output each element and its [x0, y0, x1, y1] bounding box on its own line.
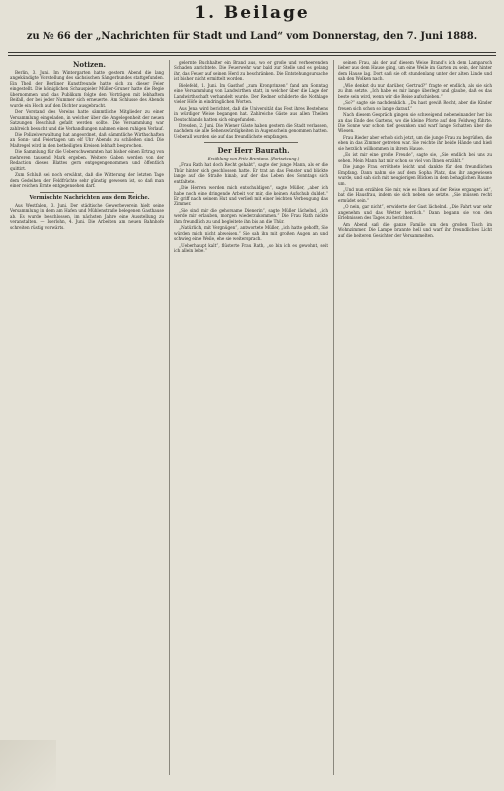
- article-paragraph: gelernte Buchhalter ein Brand aus, wo er große und verheerenden Schaden anrichtete. Die Feuerwehr war bald zur Stelle und es gelang ihr, das Feuer auf seinen Herd zu beschränken. Die Entstehungsursache ist bisher nicht ermittelt worden.: [174, 60, 328, 82]
- column-divider: [169, 60, 170, 775]
- column-3: [338, 60, 492, 778]
- section-separator: [40, 192, 134, 193]
- story-heading: Der Herr Baurath.: [217, 145, 290, 155]
- column-1: [10, 60, 164, 778]
- story-paragraph: „Sie sind mir die gehorsame Dienerin“, sagte Müller lächelnd, „ich werde mir erlauben, morgen wiederzukommen.“ Die Frau Rath nickte ihm freundlich zu und begleitete ihn bis an die Thür.: [174, 207, 328, 224]
- story-byline: Erzählung von Fritz Brentano. (Fortsetzung.): [207, 155, 300, 161]
- article-paragraph: Aus Jena wird berichtet, daß die Universität das Fest ihres Bestehens in würdiger Weise begangen hat. Zahlreiche Gäste aus allen Theilen Deutschlands hatten sich eingefunden.: [174, 105, 328, 122]
- story-paragraph: Frau Rieder aber erhob sich jetzt, um die junge Frau zu begrüßen, die eben in das Zimmer getreten war. Sie reichte ihr beide Hände und hieß sie herzlich willkommen in ihrem Hause.: [338, 134, 492, 151]
- header-rule: [8, 52, 496, 53]
- article-paragraph: Der Vorstand des Vereins hatte sämmtliche Mitglieder zu einer Versammlung eingeladen, in welcher über die Angelegenheit der neuen Satzungen Beschluß gefaßt werden sollte. Die Versammlung war zahlreich besucht und die Verhandlungen nahmen einen ruhigen Verlauf.: [10, 109, 164, 131]
- story-paragraph: „Und nun erzählen Sie mir, wie es Ihnen auf der Reise ergangen ist“, bat die Hausfrau, indem sie sich neben sie setzte. „Sie müssen recht ermüdet sein.“: [338, 186, 492, 203]
- column-divider: [333, 60, 334, 775]
- supplement-subtitle: zu № 66 der „Nachrichten für Stadt und Land“ vom Donnerstag, den 7. Juni 1888.: [26, 31, 478, 42]
- story-paragraph: „O nein, gar nicht“, erwiderte der Gast lächelnd. „Die Fahrt war sehr angenehm und das Wetter herrlich.“ Dann begann sie von den Erlebnissen des Tages zu berichten.: [338, 204, 492, 221]
- story-paragraph: Die junge Frau erröthete leicht und dankte für den freundlichen Empfang. Dann nahm sie auf dem Sopha Platz, das ihr angewiesen wurde, und sah sich mit neugierigen Blicken in dem behaglichen Raume um.: [338, 164, 492, 186]
- story-paragraph: Nach diesem Gespräch gingen sie schweigend nebeneinander her bis an das Ende des Gartens, wo die kleine Pforte auf den Feldweg führte. Die Sonne war schon tief gesunken und warf lange Schatten über die Wiesen.: [338, 112, 492, 134]
- article-paragraph: Bielefeld, 1. Juni. Im Gasthof „zum Kronprinzen“ fand am Sonntag eine Versammlung von Landwirthen statt, in welcher über die Lage der Landwirthschaft verhandelt wurde. Der Redner schilderte die Nothlage vieler Höfe in eindringlichen Worten.: [174, 82, 328, 105]
- header-rule-thin: [8, 55, 496, 56]
- section-heading-notizen: Notizen.: [73, 60, 106, 69]
- section-heading-vermischte: Vermischte Nachrichten aus dem Reiche.: [29, 195, 150, 202]
- supplement-title: 1. Beilage: [194, 3, 310, 23]
- article-paragraph: Dresden, 2. Juni. Die Wiener Gäste haben gestern die Stadt verlassen, nachdem sie alle Sehenswürdigkeiten in Augenschein genommen hatten. Ueberall wurden sie auf das freundlichste empfangen.: [174, 122, 328, 139]
- story-paragraph: „Es ist mir eine große Freude“, sagte sie, „Sie endlich bei uns zu sehen. Mein Mann hat mir schon so viel von Ihnen erzählt.“: [338, 152, 492, 163]
- article-paragraph: Berlin, 3. Juni. Im Wintergarten hatte gestern Abend die lang angekündigte Vorstellung des sächsischen Sängerbundes stattgefunden. Ein Theil der Berliner Kunstfreunde hatte sich zu dieser Feier eingestellt. Die königlichen Schauspieler Müller-Gruner hatte die Regie übernommen und das Publikum folgte den Vorträgen mit lebhaftem Beifall, der bei jeder Nummer sich erneuerte. Am Schlusse des Abends wurde ein Hoch auf den Dichter ausgebracht.: [10, 70, 164, 108]
- article-paragraph: Zum Schluß sei noch erwähnt, daß die Witterung der letzten Tage dem Gedeihen der Feldfrüchte sehr günstig gewesen ist, so daß man einer reichen Ernte entgegensehen darf.: [10, 172, 164, 189]
- column-2: [174, 60, 328, 778]
- article-paragraph: Die Sammlung für die Ueberschwemmten hat bisher einen Ertrag von mehreren tausend Mark ergeben. Weitere Gaben werden von der Redaction dieses Blattes gern entgegengenommen und öffentlich quittirt.: [10, 149, 164, 171]
- story-paragraph: seinen Frau, als der auf diesem Weise Brand's ich dem Lamparsch lieber aus dem Hause ging, um eine Weile im Garten zu sein, der hinter dem Hause lag. Dort saß sie oft stundenlang unter der alten Linde und sah den Wolken nach.: [338, 60, 492, 82]
- section-separator: [204, 142, 298, 143]
- article-paragraph: Aus Westfalen, 3. Juni. Der städtische Gewerbeverein hielt seine Versammlung in dem am Hafen und Mühlenstraße belegenen Gasthause ab. Es wurde beschlossen, im nächsten Jahre eine Ausstellung zu veranstalten. — Iserlohn, 4. Juni. Die Arbeiten am neuen Bahnhofe schreiten rüstig vorwärts.: [10, 203, 164, 230]
- story-paragraph: „Ueberhaupt kalt“, flüsterte Frau Rath, „so bin ich es gewohnt, seit ich allein lebe.“: [174, 242, 328, 254]
- story-paragraph: „Die Herren werden mich entschuldigen“, sagte Müller, „aber ich habe noch eine dringende Arbeit vor mir, die keinen Aufschub duldet.“ Er griff nach seinem Hut und verließ mit einer leichten Verbeugung das Zimmer.: [174, 185, 328, 207]
- story-paragraph: „Frau Rath hat doch Recht gehabt“, sagte der junge Mann, als er die Thür hinter sich geschlossen hatte. Er trat an das Fenster und blickte lange auf die Straße hinab, auf der das Leben des Sonntags sich entfaltete.: [174, 162, 328, 184]
- story-paragraph: „So?“ sagte sie nachdenklich. „Du hast gewiß Recht, aber die Kinder freuen sich schon so lange darauf.“: [338, 100, 492, 111]
- paper-stain: [0, 740, 56, 791]
- story-paragraph: Am Abend saß die ganze Familie um den großen Tisch im Wohnzimmer. Die Lampe brannte hell und warf ihr freundliches Licht auf die heiteren Gesichter der Versammelten.: [338, 221, 492, 238]
- story-paragraph: „Natürlich, mit Vergnügen“, antwortete Müller, „ich hatte gehofft, Sie würden mich nicht abweisen.“ Sie sah ihn mit großen Augen an und schwieg eine Weile, ehe sie weitersprach.: [174, 225, 328, 242]
- story-paragraph: „Wie denkst du nur darüber, Gertrud?“ fragte er endlich, als sie sich zu ihm setzte. „Ich habe es mir lange überlegt und glaube, daß es das beste sein wird, wenn wir die Reise aufschieben.“: [338, 82, 492, 99]
- article-paragraph: Die Polizeiverwaltung hat angeordnet, daß sämmtliche Wirthschaften an Sonn- und Feiertagen um elf Uhr Abends zu schließen sind. Die Maßregel wird in den betheiligten Kreisen lebhaft besprochen.: [10, 131, 164, 148]
